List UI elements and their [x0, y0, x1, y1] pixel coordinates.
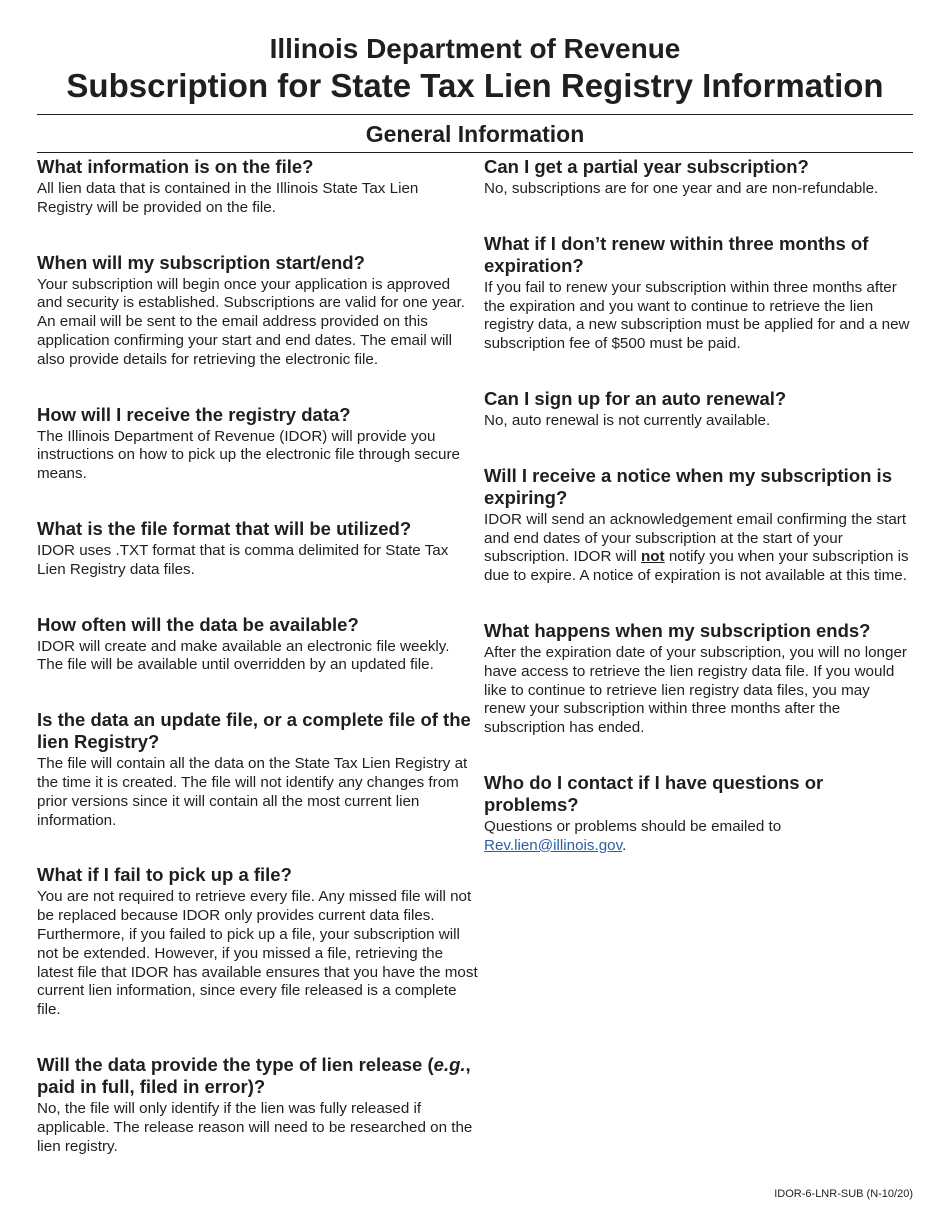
- faq-answer: Your subscription will begin once your application is approved and security is established. Subscriptions are valid for one year. An email will be sent to the email address provided on this application confirming your start and end dates. The email will also provide details for retrieving the electronic file.: [37, 275, 466, 368]
- faq-answer: No, the file will only identify if the lien was fully released if applicable. The release reason will need to be researched on the lien registry.: [37, 1099, 473, 1155]
- answer-text: notify you when your subscription is due to expire. A notice of expiration is not available at this time.: [484, 548, 909, 585]
- faq-item: [37, 709, 478, 830]
- faq-item: [37, 614, 478, 676]
- faq-question: Who do I contact if I have questions or problems?: [484, 771, 824, 815]
- faq-item: [37, 518, 478, 580]
- faq-answer: The file will contain all the data on the State Tax Lien Registry at the time it is created. The file will not identify any changes from prior versions since it will contain all the most current lien information.: [37, 755, 468, 829]
- faq-question: What if I fail to pick up a file?: [37, 864, 292, 886]
- faq-item: [37, 864, 478, 1020]
- faq-answer: After the expiration date of your subscription, you will no longer have access to retrieve the lien registry data file. If you would like to continue to retrieve lien registry data files, you may renew your subscription within three months after the subscription has ended.: [484, 643, 907, 737]
- left-column: [37, 153, 484, 1190]
- faq-answer: All lien data that is contained in the Illinois State Tax Lien Registry will be provided on the file.: [37, 180, 419, 216]
- faq-question: Can I get a partial year subscription?: [484, 156, 809, 177]
- faq-answer: If you fail to renew your subscription within three months after the expiration and you want to continue to retrieve the lien registry data, a new subscription must be applied for and a new subscription fee of $500 must be paid.: [484, 278, 910, 353]
- form-id: IDOR-6-LNR-SUB (N-10/20): [774, 1188, 913, 1200]
- answer-text: .: [622, 836, 627, 854]
- faq-question: What is the file format that will be utilized?: [37, 517, 412, 539]
- question-text: , paid in full, filed in error)?: [37, 1053, 471, 1097]
- question-text: Will the data provide the type of lien release (: [37, 1053, 434, 1075]
- document-title: Subscription for State Tax Lien Registry Information: [66, 67, 884, 104]
- section-title: General Information: [365, 121, 585, 147]
- answer-text: Questions or problems should be emailed to: [484, 817, 782, 835]
- faq-question: What if I don’t renew within three months of expiration?: [484, 232, 869, 276]
- contact-email-link[interactable]: Rev.lien@illinois.gov: [484, 836, 623, 854]
- faq-question: Will I receive a notice when my subscription is expiring?: [484, 464, 892, 508]
- faq-item: [37, 404, 478, 484]
- right-column: [484, 153, 913, 1190]
- faq-question: What happens when my subscription ends?: [484, 619, 871, 641]
- faq-answer: [484, 818, 913, 856]
- faq-item: [37, 252, 478, 370]
- faq-question: How often will the data be available?: [37, 613, 359, 635]
- department-name: Illinois Department of Revenue: [269, 33, 681, 64]
- faq-answer: No, subscriptions are for one year and are non-refundable.: [484, 180, 879, 197]
- faq-question: Is the data an update file, or a complete file of the lien Registry?: [37, 709, 471, 753]
- faq-item: [484, 620, 913, 738]
- faq-columns: [37, 153, 913, 1190]
- faq-answer: IDOR uses .TXT format that is comma delimited for State Tax Lien Registry data files.: [37, 541, 449, 578]
- faq-answer: No, auto renewal is not currently available.: [484, 411, 771, 429]
- faq-answer: IDOR will create and make available an electronic file weekly. The file will be available until overridden by an updated file.: [37, 637, 450, 674]
- faq-question: How will I receive the registry data?: [37, 403, 351, 425]
- faq-answer: [484, 511, 913, 586]
- faq-item: [37, 156, 478, 218]
- answer-text: IDOR will send an acknowledgement email confirming the start and end dates of your subscription at the start of your subscription. IDOR will: [484, 510, 907, 566]
- faq-question: [37, 1054, 478, 1098]
- faq-item: [484, 465, 913, 586]
- faq-question: What information is on the file?: [37, 156, 314, 177]
- faq-item: [484, 233, 913, 354]
- answer-emphasis: not: [640, 548, 665, 566]
- faq-question: When will my subscription start/end?: [37, 251, 365, 273]
- faq-item: [37, 1054, 478, 1156]
- faq-item: [484, 772, 913, 856]
- faq-item: [484, 388, 913, 431]
- faq-answer: You are not required to retrieve every file. Any missed file will not be replaced because IDOR only provides current data files. Furthermore, if you failed to pick up a file, your subscription will not be extended. However, if you missed a file, retrieving the latest file that IDOR has available ensures that you have the most current lien information, since every file released is a complete file.: [37, 888, 478, 1019]
- faq-answer: The Illinois Department of Revenue (IDOR) will provide you instructions on how to pick up the electronic file through secure means.: [37, 427, 460, 483]
- faq-item: [484, 156, 913, 199]
- document-header: [0, 0, 950, 106]
- question-emphasis: e.g.: [433, 1053, 466, 1075]
- faq-question: Can I sign up for an auto renewal?: [484, 387, 787, 409]
